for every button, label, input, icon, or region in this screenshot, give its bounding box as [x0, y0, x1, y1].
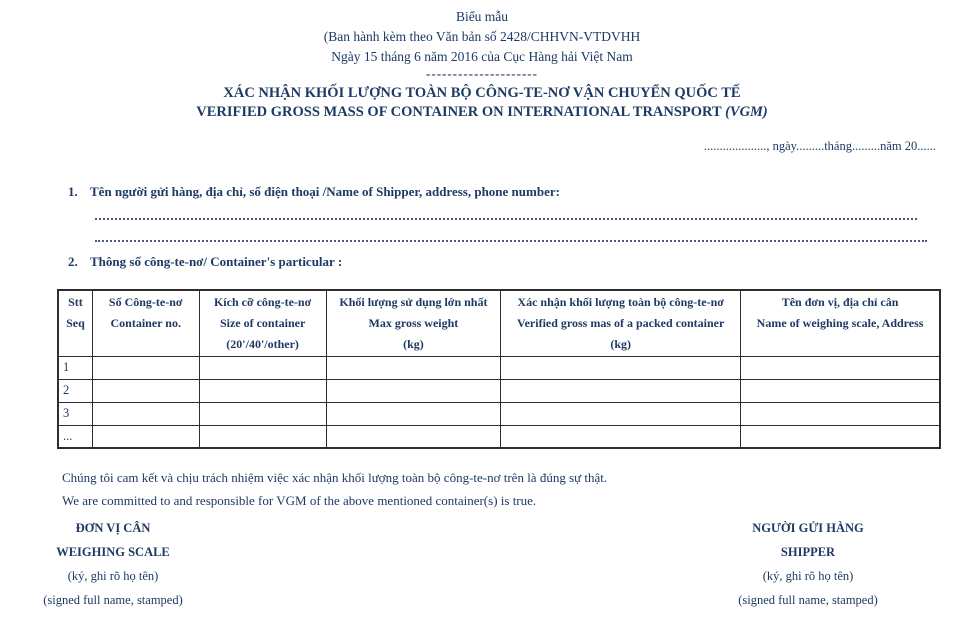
page-title: [0, 84, 964, 122]
table-row: [58, 425, 940, 448]
header-separator: ---------------------: [426, 66, 538, 81]
cell-size[interactable]: [199, 356, 326, 379]
container-table: [57, 289, 941, 449]
shipper-info-line-1[interactable]: [95, 210, 917, 220]
row-seq: 3: [58, 402, 92, 425]
cell-weighing-scale[interactable]: [741, 425, 940, 448]
issuing-line-2: Ngày 15 tháng 6 năm 2016 của Cục Hàng hải Việt Nam: [331, 49, 633, 64]
cell-weighing-scale[interactable]: [741, 379, 940, 402]
commitment-vietnamese: Chúng tôi cam kết và chịu trách nhiệm việc xác nhận khối lượng toàn bộ công-te-nơ trên là đúng sự thật.: [62, 470, 608, 485]
cell-container-no[interactable]: [92, 379, 199, 402]
cell-container-no[interactable]: [92, 356, 199, 379]
col-header-container-no: Số Công-te-nơ Container no.: [92, 290, 199, 356]
section-shipper-label: [68, 184, 560, 200]
col-header-weighing-scale: Tên đơn vị, địa chỉ cân Name of weighing scale, Address: [741, 290, 940, 356]
col-header-max-gross-weight: Khối lượng sử dụng lớn nhất Max gross weight (kg): [326, 290, 501, 356]
table-row: [58, 356, 940, 379]
weighing-scale-title-en: WEIGHING SCALE: [56, 545, 170, 559]
cell-max-gross-weight[interactable]: [326, 379, 501, 402]
shipper-title-vi: NGƯỜI GỬI HÀNG: [752, 521, 864, 535]
place-date-line[interactable]: ...................., ngày.........tháng.........năm 20......: [703, 139, 936, 153]
cell-verified-gross-mass[interactable]: [501, 425, 741, 448]
table-header-row: [58, 290, 940, 356]
cell-verified-gross-mass[interactable]: [501, 402, 741, 425]
commitment-english: We are committed to and responsible for VGM of the above mentioned container(s) is true.: [62, 493, 537, 508]
cell-size[interactable]: [199, 402, 326, 425]
cell-max-gross-weight[interactable]: [326, 402, 501, 425]
shipper-note-en: (signed full name, stamped): [738, 593, 878, 607]
weighing-scale-note-en: (signed full name, stamped): [43, 593, 183, 607]
weighing-scale-note-vi: (ký, ghi rõ họ tên): [67, 569, 159, 583]
title-vgm-abbrev: (VGM): [725, 104, 768, 120]
section-1-text: Tên người gửi hàng, địa chỉ, số điện thoại /Name of Shipper, address, phone number:: [90, 184, 560, 199]
cell-container-no[interactable]: [92, 402, 199, 425]
signature-block-shipper: [703, 516, 913, 612]
table-row: [58, 402, 940, 425]
cell-size[interactable]: [199, 379, 326, 402]
title-vietnamese: XÁC NHẬN KHỐI LƯỢNG TOÀN BỘ CÔNG-TE-NƠ VẬN CHUYỂN QUỐC TẾ: [223, 85, 741, 101]
cell-verified-gross-mass[interactable]: [501, 356, 741, 379]
section-2-number: 2.: [68, 254, 78, 269]
issuing-line-1: (Ban hành kèm theo Văn bản số 2428/CHHVN-VTDVHH: [323, 29, 641, 44]
col-header-size: Kích cỡ công-te-nơ Size of container (20'/40'/other): [199, 290, 326, 356]
form-label: Biểu mẫu: [455, 9, 509, 24]
title-english: VERIFIED GROSS MASS OF CONTAINER ON INTERNATIONAL TRANSPORT (VGM): [196, 104, 768, 120]
cell-container-no[interactable]: [92, 425, 199, 448]
section-2-text: Thông số công-te-nơ/ Container's particular :: [90, 254, 343, 269]
col-header-verified-gross-mass: Xác nhận khối lượng toàn bộ công-te-nơ Verified gross mas of a packed container (kg): [501, 290, 741, 356]
cell-weighing-scale[interactable]: [741, 356, 940, 379]
row-seq: 2: [58, 379, 92, 402]
commitment-statement: [62, 466, 924, 512]
row-seq: ...: [58, 425, 92, 448]
cell-max-gross-weight[interactable]: [326, 356, 501, 379]
col-header-seq: Stt Seq: [58, 290, 92, 356]
section-1-number: 1.: [68, 184, 78, 199]
document-header: [0, 7, 964, 81]
weighing-scale-title-vi: ĐƠN VỊ CÂN: [75, 521, 151, 535]
section-container-label: [68, 254, 342, 270]
row-seq: 1: [58, 356, 92, 379]
shipper-info-line-2[interactable]: [95, 232, 927, 242]
signature-block-weighing-scale: [18, 516, 208, 612]
cell-size[interactable]: [199, 425, 326, 448]
cell-weighing-scale[interactable]: [741, 402, 940, 425]
cell-max-gross-weight[interactable]: [326, 425, 501, 448]
cell-verified-gross-mass[interactable]: [501, 379, 741, 402]
shipper-title-en: SHIPPER: [780, 545, 836, 559]
shipper-note-vi: (ký, ghi rõ họ tên): [762, 569, 854, 583]
table-row: [58, 379, 940, 402]
